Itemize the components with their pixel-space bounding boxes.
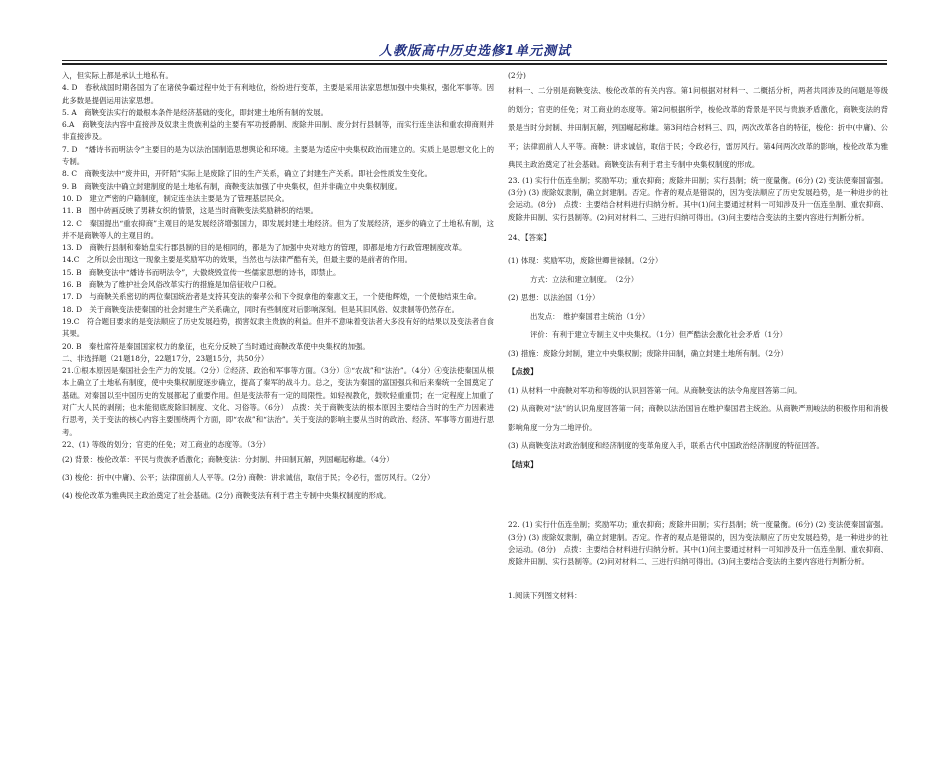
answer-paragraph: 入，但实际上都是承认土地私有。 bbox=[62, 71, 173, 80]
question-line: 1.阅读下列图文材料： bbox=[508, 591, 582, 601]
answer-paragraph: 21.①根本原因是秦国社会生产力的发展。（2分）②经济、政治和军事等方面。（3分）③“农战”和“法治”。（4分）④变法使秦国从根本上确立了土地私有制度，使中央集权制度逐步确立，提高了秦军的战斗力。总之，变法为秦国的富国强兵和后来秦统一全国奠定了基础。对秦国以至中国历史的发展都起了重要作用。但是变法带有一定的局限性。如轻视教化，鼓吹轻重重罚；在一定程度上加重了对广大人民的剥削；也未能彻底废除旧制度、文化、习俗等。（6分） 点拨：关于商鞅变法的根本原因主要结合当时的生产力因素进行思考，关于变法的核心内容主要围绕两个方面，即“农战”和“法治”。关于变法的影响主要从当时的政治、经济、军事等方面进行思考。 bbox=[62, 366, 494, 437]
answer-paragraph: 16. B 商鞅为了维护社会风俗改革实行的措施是加倍征收户口税。 bbox=[62, 280, 282, 290]
answer-paragraph: 6.A 商鞅变法内容中直接涉及奴隶主贵族利益的主要有军功授爵制、废除井田制、废分封行县制等，而实行连坐法和重农抑商则并非直接涉及。 bbox=[62, 120, 494, 142]
answer-paragraph: 14.C 之所以会出现这一现象主要是奖励军功的效果，当然也与法律严酷有关，但最主要的是前者的作用。 bbox=[62, 255, 412, 265]
hint-line: (2) 从商鞅对“法”的认识角度回答第一问；商鞅以法治国旨在维护秦国君主统治。从商鞅严刑峻法的积极作用和消极影响角度一分为二地评价。 bbox=[508, 404, 888, 432]
answer-paragraph: 9. B 商鞅变法中确立封建制度的是土地私有制，商鞅变法加强了中央集权，但并非确立中央集权制度。 bbox=[62, 181, 403, 191]
answer-line: 出发点： 维护秦国君主统治（1分） bbox=[530, 311, 650, 321]
answer-line: (2) 思想：以法治国（1分） bbox=[508, 293, 600, 303]
answer-paragraph: 11. B 图中砖画反映了男耕女织的情景，这是当时商鞅变法奖励耕织的结果。 bbox=[62, 206, 319, 216]
score-text: (2分) bbox=[508, 71, 526, 80]
answer-line: (3) 措施：废除分封制，建立中央集权制；废除井田制，确立封建土地所有制。（2分） bbox=[508, 348, 788, 358]
analysis-paragraph: 材料一、二分别是商鞅变法、梭伦改革的有关内容。第1问根据对材料一、二概括分析，两者共同涉及的问题是等级的划分；官吏的任免；对工商业的态度等。第2问根据所学，梭伦改革的背景是平民与贵族矛盾激化，商鞅变法的背景是当时分封制、井田制瓦解，列国崛起称雄。第3问结合材料三、四，两次改革各自的特征，梭伦：折中(中庸)、公平；法律面前人人平等。商鞅：讲求诚信，取信于民；令政必行，雷厉风行。第4问两次改革的影响，梭伦改革为雅典民主政治奠定了社会基础。商鞅变法有利于君主专制中央集权制度的形成。 bbox=[508, 86, 889, 170]
answer-paragraph: 13. D 商鞅行县制和秦始皇实行郡县制的目的是相同的，都是为了加强中央对地方的管理，即都是地方行政管理制度改革。 bbox=[62, 243, 467, 253]
answer-paragraph: 4. D 春秋战国时期各国为了在诸侯争霸过程中处于有利地位，纷纷进行变革，主要是采用法家思想加强中央集权，强化军事等。因此多数是提倡运用法家思想。 bbox=[62, 83, 494, 105]
answer-paragraph: 7. D “燔诗书而明法令”主要目的是为以法治国制造思想舆论和环境。主要是为适应中央集权政治而建立的。实质上是思想文化上的专制。 bbox=[62, 144, 494, 167]
hint-line: (3) 从商鞅变法对政治制度和经济制度的变革角度入手，联系古代中国政治经济制度的特征回答。 bbox=[508, 441, 824, 451]
answer-paragraph: 17. D 与商鞅关系密切的两位秦国统治者是支持其变法的秦孝公和下令捉拿他的秦惠文王，一个使他辉煌，一个使他结束生命。 bbox=[62, 292, 482, 302]
answer-paragraph: 22. (1) 实行什伍连坐制；奖励军功；重农抑商；废除井田制；实行县制；统一度量衡。(6分) (2) 变法使秦国富强。(3分) (3) 废除奴隶制，确立封建制。否定。作者的观点是错误的，因为变法顺应了历史发展趋势，是一种进步的社会运动。(8分) 点拨：主要结合材料进行归纳分析。其中(1)问主要通过材料一可知涉及升一伍连坐制、重农抑商、废除井田制、实行县制等。(2)问对材料二、三进行归纳可得出。(3)问主要结合变法的主要内容进行判断分析。 bbox=[508, 520, 888, 567]
section-heading: 二、非选择题（21题18分，22题17分，23题15分，共50分） bbox=[62, 353, 269, 363]
answer-line: (1) 体现：奖励军功，废除世卿世禄制。（2分） bbox=[508, 256, 663, 266]
answer-paragraph: 20. B 秦杜席符是秦国国家权力的象征，也充分反映了当时通过商鞅改革使中央集权的加强。 bbox=[62, 341, 370, 351]
answer-line: 方式：立法和建立制度。 （2分） bbox=[530, 274, 639, 284]
header-rule bbox=[62, 60, 887, 61]
left-column bbox=[62, 70, 494, 505]
answer-paragraph: 5. A 商鞅变法实行的最根本条件是经济基础的变化，即封建土地所有制的发展。 bbox=[62, 107, 329, 117]
end-label: 【结束】 bbox=[508, 459, 538, 469]
answer-line: 评价：有利于建立专制主义中央集权。（1分）但严酷法会激化社会矛盾（1分） bbox=[530, 330, 787, 340]
hint-line: (1) 从材料一中商鞅对军功和等级的认识回答第一问。从商鞅变法的法令角度回答第二问。 bbox=[508, 385, 802, 395]
hint-label: 【点拨】 bbox=[508, 367, 538, 377]
answer-label: 24、【答案】 bbox=[508, 232, 551, 242]
answer-paragraph: 10. D 建立严密的户籍制度，制定连坐法主要是为了管理基层民众。 bbox=[62, 193, 289, 203]
answer-paragraph: 23. (1) 实行什伍连坐制；奖励军功；重农抑商；废除井田制；实行县制；统一度量衡。(6分) (2) 变法使秦国富强。(3分) (3) 废除奴隶制，确立封建制。否定。作者的观点是错误的，因为变法顺应了历史发展趋势，是一种进步的社会运动。(8分) 点拨：主要结合材料进行归纳分析。其中(1)问主要通过材料一可知涉及升一伍连坐制、重农抑商、废除井田制、实行县制等。(2)问对材料二、三进行归纳可得出。(3)问主要结合变法的主要内容进行判断分析。 bbox=[508, 175, 888, 222]
answer-paragraph: 12. C 秦国提出“重农抑商”主观目的是发展经济增强国力，即发展封建土地经济。但为了发展经济，逐步的确立了土地私有制，这并不是商鞅等人的主观目的。 bbox=[62, 218, 494, 240]
answer-paragraph: 18. D 关于商鞅变法使秦国的社会封建生产关系确立，同时有些制度对后影响深刻。但是其旧风俗、奴隶制等仍然存在。 bbox=[62, 304, 459, 314]
answer-paragraph: (2) 背景：梭伦改革：平民与贵族矛盾激化；商鞅变法：分封制、井田制瓦解，列国崛起称雄。（4分） bbox=[62, 455, 394, 465]
answer-paragraph: 19.C 符合题目要求的是变法顺应了历史发展趋势，损害奴隶主贵族的利益。但并不意味着变法者大多没有好的结果以及变法者自食其果。 bbox=[62, 316, 494, 339]
answer-paragraph: (3) 梭伦：折中(中庸)、公平；法律面前人人平等。(2分) 商鞅：讲求诚信，取信于民；令必行，雷厉风行。（2分） bbox=[62, 473, 435, 483]
right-column bbox=[508, 70, 888, 603]
page-header-title: 人教版高中历史选修1单元测试 bbox=[378, 44, 572, 59]
answer-paragraph: (4) 梭伦改革为雅典民主政治奠定了社会基础。(2分) 商鞅变法有利于君主专制中央集权制度的形成。 bbox=[62, 491, 391, 501]
answer-paragraph: 8. C 商鞅变法中“废井田，开阡陌”实际上是废除了旧的生产关系，确立了封建生产关系。即社会性质发生变化。 bbox=[62, 169, 432, 179]
answer-paragraph: 22、(1) 等级的划分；官吏的任免；对工商业的态度等。（3分） bbox=[62, 439, 270, 449]
answer-paragraph: 15. B 商鞅变法中“燔诗书而明法令”，大傲烧毁宣传一些儒家思想的诗书，即禁止。 bbox=[62, 267, 341, 277]
header-rule-thick bbox=[62, 63, 887, 65]
